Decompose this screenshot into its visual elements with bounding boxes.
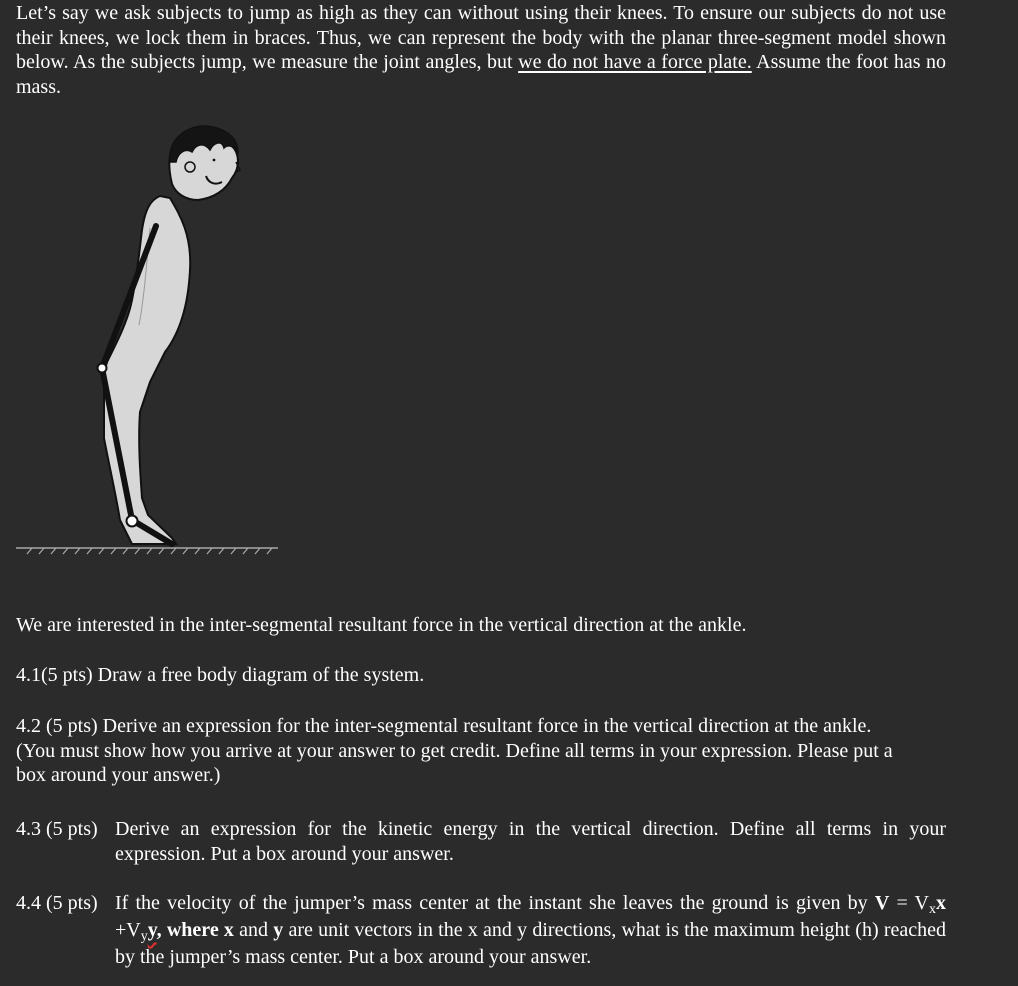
- q4-unit-y: y: [147, 919, 157, 941]
- intro-underlined-text: we do not have a force plate.: [518, 51, 752, 73]
- q4-subscript-y: y: [140, 929, 148, 944]
- question-4-3-text: Derive an expression for the kinetic energy in the vertical direction. Define all terms in your expression. Put a box around your answer.: [115, 818, 946, 865]
- q4-text-1: If the velocity of the jumper’s mass center at the instant she leaves the ground is given by: [115, 892, 875, 914]
- q4-unit-y-2: y: [273, 919, 284, 941]
- ground: [16, 548, 278, 554]
- intro-text-2: Assume the foot has no mass.: [16, 51, 946, 98]
- question-4-4-label: 4.4 (5 pts): [16, 892, 98, 914]
- question-4-3: [16, 817, 946, 866]
- ankle-joint: [127, 516, 138, 527]
- intro-paragraph: [16, 1, 946, 99]
- q4-text-2: , where: [156, 919, 224, 941]
- q4-plus: +V: [115, 919, 141, 941]
- head: [169, 126, 240, 200]
- intro-text-1: Let’s say we ask subjects to jump as high as they can without using their knees. To ensure our subjects do not use their knees, we lock them in braces. Thus, we can represent the body with the planar three-segment model shown below. As the subjects jump, we measure the joint angles, but: [16, 2, 946, 73]
- q4-text-3: are unit vectors in the x and y directions, what is the maximum height (h) reached by the jumper’s mass center. Put a box around your answer.: [115, 919, 946, 968]
- hip-joint: [98, 364, 107, 373]
- context-sentence: We are interested in the inter-segmental resultant force in the vertical direction at the ankle.: [16, 614, 747, 636]
- question-4-4: [16, 890, 946, 971]
- q4-equals: = V: [896, 892, 929, 914]
- question-4-1: 4.1(5 pts) Draw a free body diagram of the system.: [16, 664, 425, 686]
- question-4-4-text: [115, 890, 946, 971]
- eye: [213, 159, 216, 162]
- q4-subscript-x: x: [929, 902, 936, 917]
- q4-unit-x: x: [936, 892, 946, 914]
- q4-and: and: [233, 919, 274, 941]
- three-segment-body-figure: [0, 120, 300, 560]
- question-4-3-label: 4.3 (5 pts): [16, 818, 98, 840]
- question-4-2: 4.2 (5 pts) Derive an expression for the inter-segmental resultant force in the vertical direction at the ankle. (You must show how you arrive at your answer to get credit. Define all terms in your expression. Please put a box around your answer.): [16, 715, 893, 786]
- q4-unit-x-2: x: [223, 919, 234, 941]
- velocity-symbol: V: [874, 892, 890, 914]
- ear: [185, 162, 195, 172]
